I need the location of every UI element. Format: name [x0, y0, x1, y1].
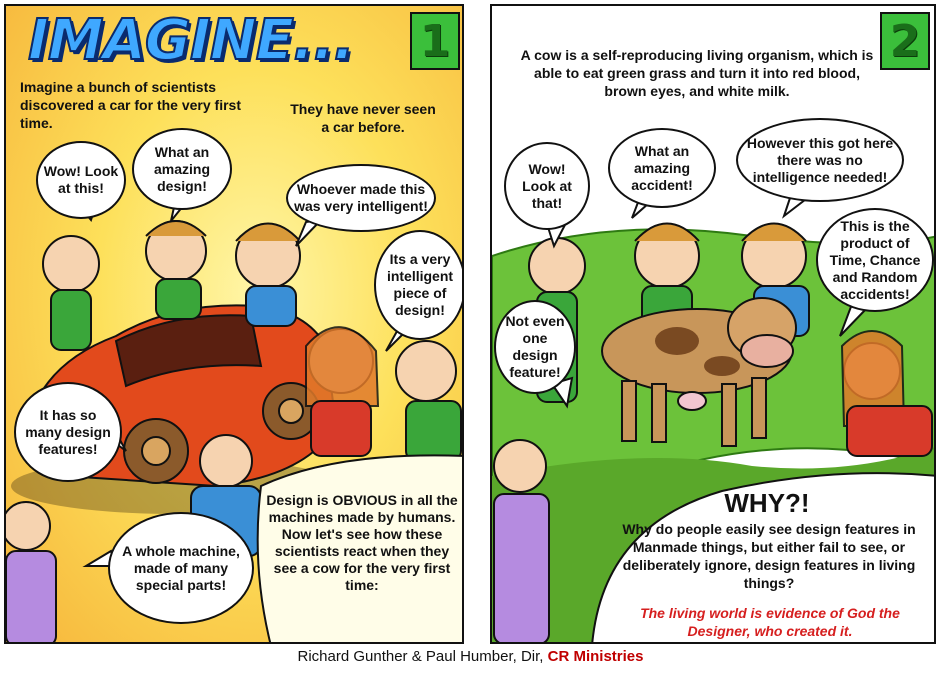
panel-number-1: 1 [410, 12, 460, 70]
bubble-not-even-one: Not even one design feature! [494, 300, 576, 394]
title-imagine: IMAGINE... [28, 8, 354, 73]
bubble-amazing-design: What an amazing design! [132, 128, 232, 210]
comic-panel-2 [490, 4, 936, 644]
conclusion-text: The living world is evidence of God the Designer, who created it. [640, 605, 900, 639]
bubble-wow-look: Wow! Look at this! [36, 141, 126, 219]
panel-1-narration: Design is OBVIOUS in all the machines made by humans. Now let's see how these scientists react when they see a cow for the very first time: [266, 492, 458, 593]
bubble-no-intelligence: However this got here there was no intelligence needed! [736, 118, 904, 202]
bubble-intelligent-piece: Its a very intelligent piece of design! [374, 230, 464, 340]
bubble-amazing-accident: What an amazing accident! [608, 128, 716, 208]
bubble-design-features: It has so many design features! [14, 382, 122, 482]
bubble-whoever-made: Whoever made this was very intelligent! [286, 164, 436, 232]
never-seen-caption: They have never seen a car before. [290, 101, 436, 135]
panel-2-intro: A cow is a self-reproducing living organism, which is able to eat green grass and turn it into red blood, brown eyes, and white milk. [520, 47, 874, 99]
bubble-wow-look-that: Wow! Look at that! [504, 142, 590, 230]
why-heading: WHY?! [724, 488, 810, 518]
cow-udder [678, 392, 706, 410]
why-question: Why do people easily see design features in Manmade things, but either fail to see, or deliberately ignore, design features in living things? [622, 521, 916, 591]
comic-panel-1 [4, 4, 464, 644]
panel-number-2: 2 [880, 12, 930, 70]
credit-authors: Richard Gunther & Paul Humber, Dir, [297, 648, 544, 665]
panel-1-intro: Imagine a bunch of scientists discovered a car for the very first time. [20, 79, 241, 131]
credit-line [0, 648, 941, 665]
credit-organization: CR Ministries [547, 648, 644, 665]
bubble-time-chance: This is the product of Time, Chance and Random accidents! [816, 208, 934, 312]
bubble-whole-machine: A whole machine, made of many special parts! [108, 512, 254, 624]
